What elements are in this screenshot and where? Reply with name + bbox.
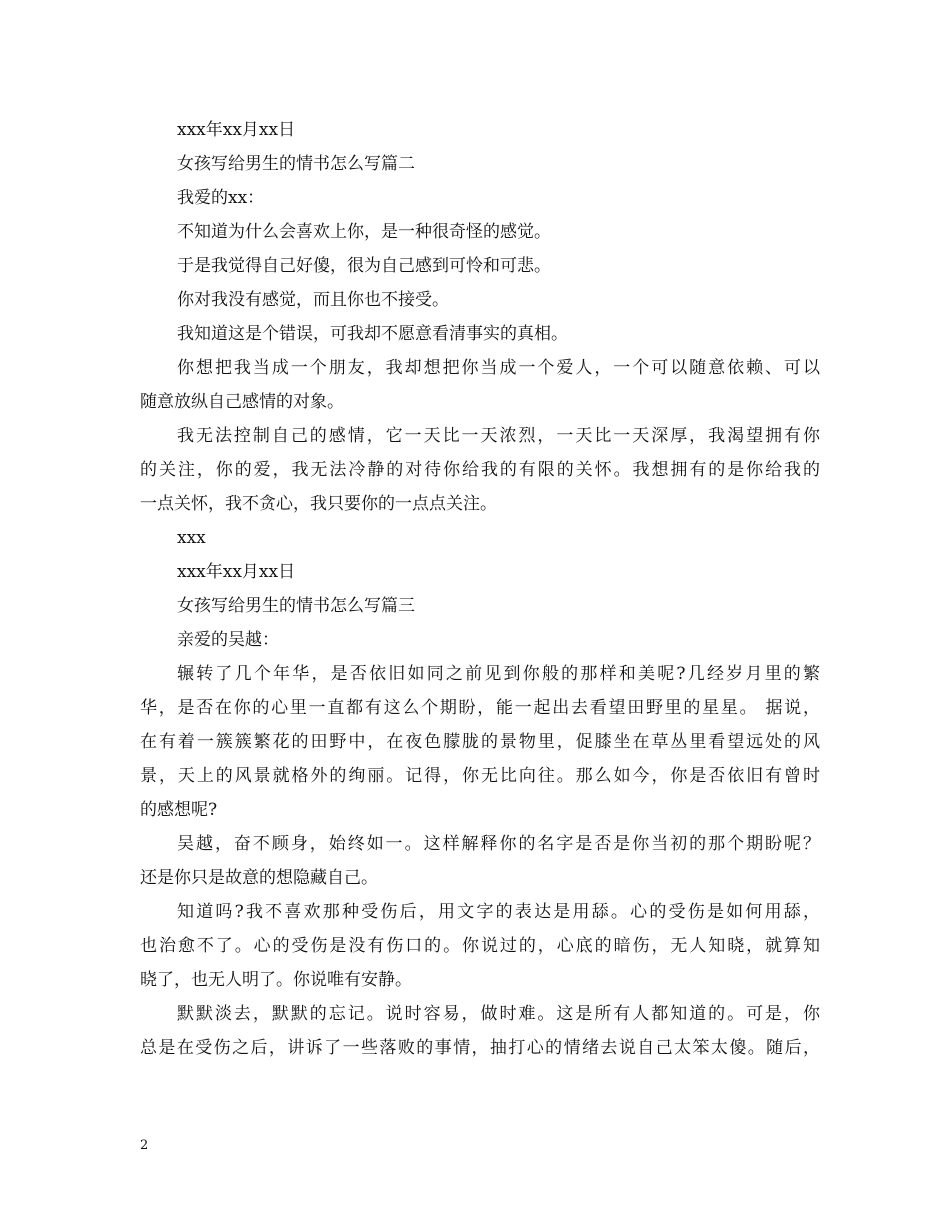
date-line: xxx年xx月xx日 [177,120,296,140]
paragraph-line: 于是我觉得自己好傻，很为自己感到可怜和可悲。 [177,256,551,276]
paragraph-line: 默默淡去，默默的忘记。说时容易，做时难。这是所有人都知道的。可是，你 [177,1004,820,1024]
paragraph-line: 吴越，奋不顾身，始终如一。这样解释你的名字是否是你当初的那个期盼呢？ [177,834,820,854]
paragraph-line: 一点关怀，我不贪心，我只要你的一点点关注。 [140,494,497,514]
paragraph-line: 辗转了几个年华，是否依旧如同之前见到你般的那样和美呢?几经岁月里的繁 [177,664,820,684]
paragraph-line: 知道吗?我不喜欢那种受伤后，用文字的表达是用舔。心的受伤是如何用舔， [177,902,820,922]
paragraph-line: 你对我没有感觉，而且你也不接受。 [177,290,449,310]
document-body [140,113,820,1065]
paragraph-line: 的关注，你的爱，我无法冷静的对待你给我的有限的关怀。我想拥有的是你给我的 [140,460,820,480]
section-title: 女孩写给男生的情书怎么写篇三 [177,596,415,616]
salutation: 我爱的xx： [177,188,265,208]
paragraph-line: 不知道为什么会喜欢上你，是一种很奇怪的感觉。 [177,222,551,242]
paragraph-line: 还是你只是故意的想隐藏自己。 [140,868,378,888]
paragraph-line: 我知道这是个错误，可我却不愿意看清事实的真相。 [177,324,568,344]
date-line: xxx年xx月xx日 [177,562,296,582]
paragraph-line: 在有着一簇簇繁花的田野中，在夜色朦胧的景物里，促膝坐在草丛里看望远处的风 [140,732,820,752]
section-title: 女孩写给男生的情书怎么写篇二 [177,154,415,174]
paragraph-line: 你想把我当成一个朋友，我却想把你当成一个爱人，一个可以随意依赖、可以 [177,358,820,378]
paragraph-line: 华，是否在你的心里一直都有这么个期盼，能一起出去看望田野里的星星。 据说， [140,698,820,718]
salutation: 亲爱的吴越： [177,630,279,650]
page-number: 2 [140,1138,149,1153]
paragraph-line: 随意放纵自己感情的对象。 [140,392,344,412]
paragraph-line: 的感想呢? [140,800,218,820]
signature: xxx [177,528,206,548]
paragraph-line: 景，天上的风景就格外的绚丽。记得，你无比向往。那么如今，你是否依旧有曾时 [140,766,820,786]
paragraph-line: 我无法控制自己的感情，它一天比一天浓烈，一天比一天深厚，我渴望拥有你 [177,426,820,446]
paragraph-line: 总是在受伤之后，讲诉了一些落败的事情，抽打心的情绪去说自己太笨太傻。随后， [140,1038,820,1058]
paragraph-line: 晓了，也无人明了。你说唯有安静。 [140,970,412,990]
paragraph-line: 也治愈不了。心的受伤是没有伤口的。你说过的，心底的暗伤，无人知晓，就算知 [140,936,820,956]
